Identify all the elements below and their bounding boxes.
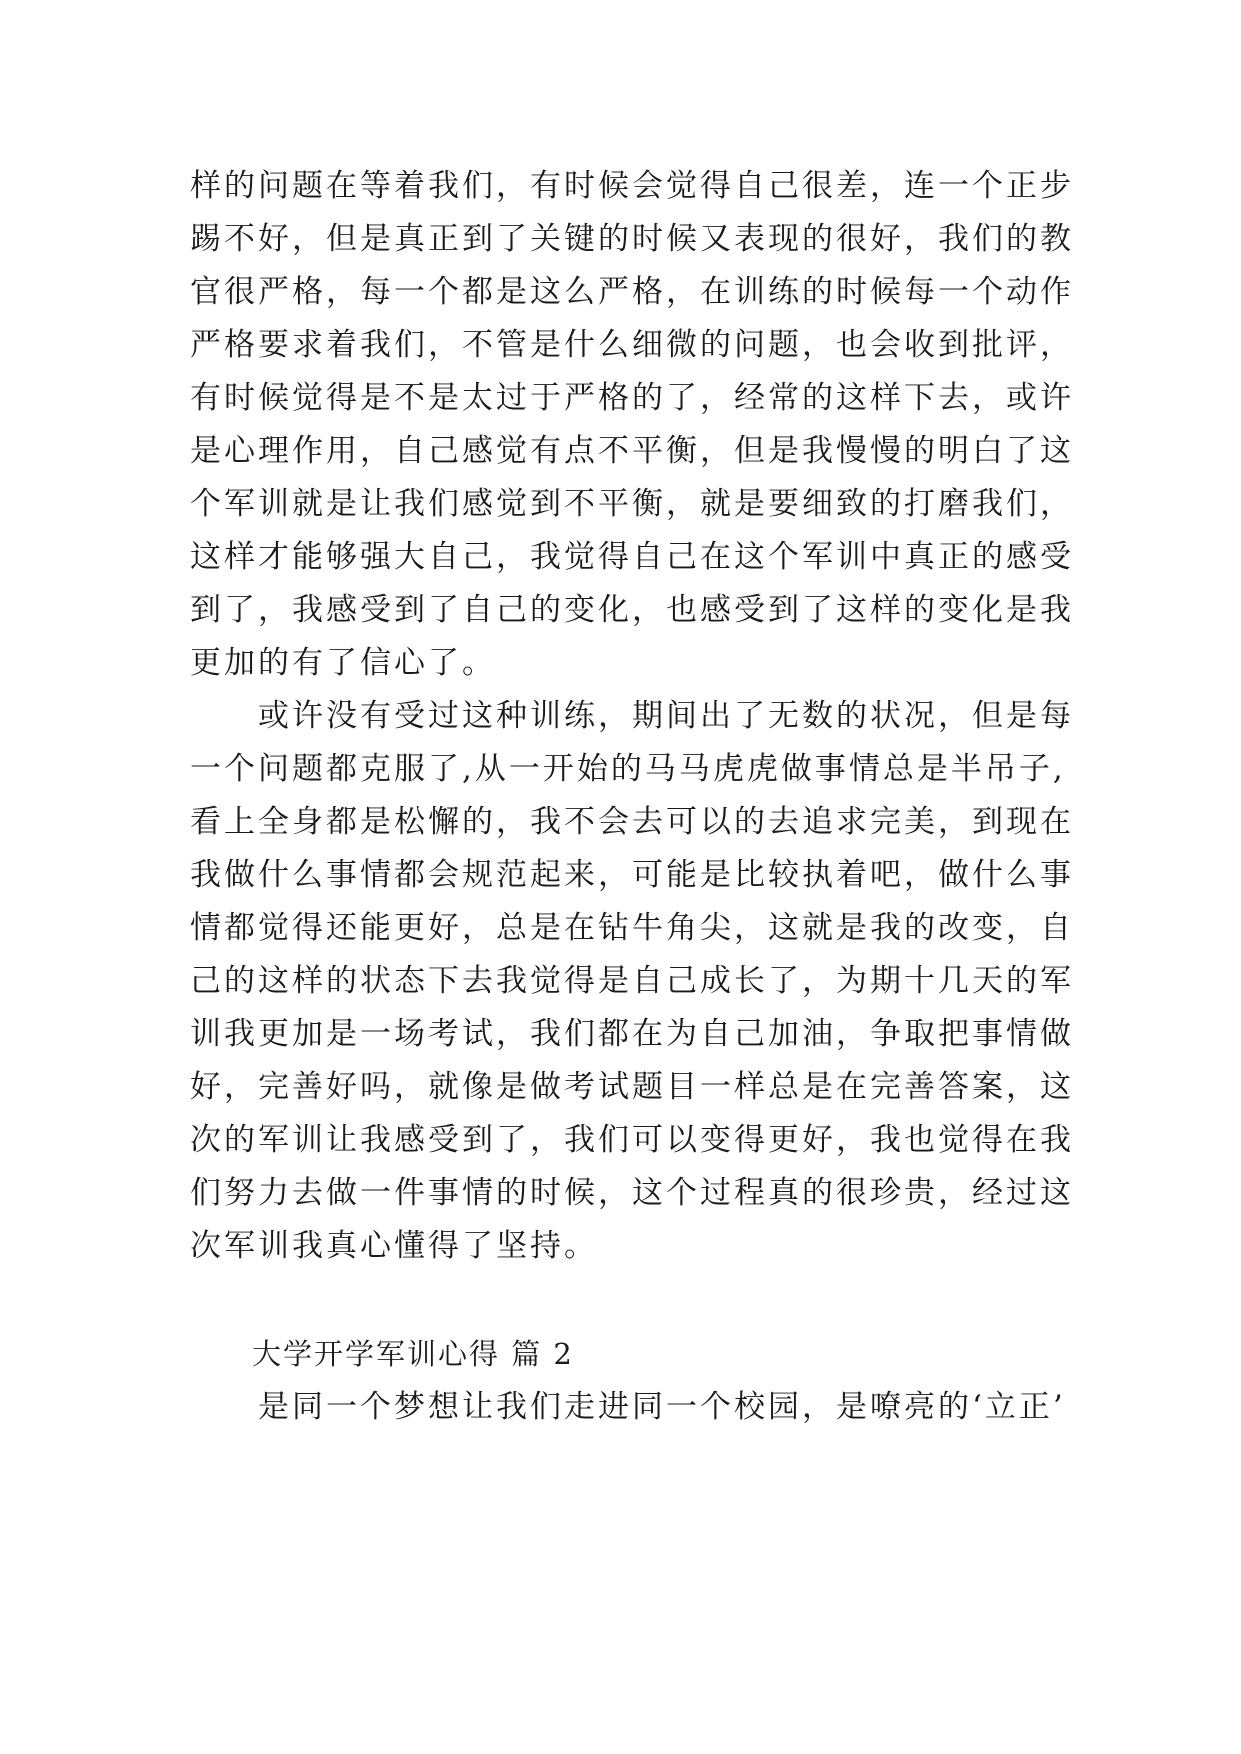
text-line: 训我更加是一场考试，我们都在为自己加油，争取把事情做 — [190, 1016, 1074, 1052]
text-line: 是同一个梦想让我们走进同一个校园，是嘹亮的‘立正’ — [190, 1389, 1066, 1425]
text-line: 这样才能够强大自己，我觉得自己在这个军训中真正的感受 — [190, 539, 1074, 575]
paragraph-3 — [190, 1381, 1070, 1434]
text-line: 到了，我感受到了自己的变化，也感受到了这样的变化是我 — [190, 592, 1074, 628]
paragraph-1 — [190, 160, 1074, 690]
text-line: 情都觉得还能更好，总是在钻牛角尖，这就是我的改变，自 — [190, 910, 1074, 946]
text-line: 好，完善好吗，就像是做考试题目一样总是在完善答案，这 — [190, 1069, 1074, 1105]
text-line: 一个问题都克服了,从一开始的马马虎虎做事情总是半吊子, — [190, 751, 1066, 787]
text-line: 看上全身都是松懈的，我不会去可以的去追求完美，到现在 — [190, 804, 1074, 840]
text-line: 们努力去做一件事情的时候，这个过程真的很珍贵，经过这 — [190, 1175, 1074, 1211]
text-line: 己的这样的状态下去我觉得是自己成长了，为期十几天的军 — [190, 963, 1074, 999]
text-line: 踢不好，但是真正到了关键的时候又表现的很好，我们的教 — [190, 221, 1074, 257]
section-heading: 大学开学军训心得 篇 2 — [190, 1337, 574, 1371]
text-line: 官很严格，每一个都是这么严格，在训练的时候每一个动作 — [190, 274, 1074, 310]
text-line: 个军训就是让我们感觉到不平衡，就是要细致的打磨我们， — [190, 486, 1074, 522]
text-line: 严格要求着我们，不管是什么细微的问题，也会收到批评， — [190, 327, 1074, 363]
text-line: 有时候觉得是不是太过于严格的了，经常的这样下去，或许 — [190, 380, 1074, 416]
text-line: 次军训我真心懂得了坚持。 — [190, 1228, 598, 1264]
text-line: 次的军训让我感受到了，我们可以变得更好，我也觉得在我 — [190, 1122, 1074, 1158]
paragraph-2 — [190, 690, 1074, 1273]
section-spacer — [190, 1273, 1070, 1328]
document-body — [190, 160, 1074, 1434]
text-line: 更加的有了信心了。 — [190, 645, 496, 681]
text-line: 样的问题在等着我们，有时候会觉得自己很差，连一个正步 — [190, 168, 1074, 204]
text-line: 或许没有受过这种训练，期间出了无数的状况，但是每 — [190, 698, 1074, 734]
text-line: 我做什么事情都会规范起来，可能是比较执着吧，做什么事 — [190, 857, 1074, 893]
text-line: 是心理作用，自己感觉有点不平衡，但是我慢慢的明白了这 — [190, 433, 1074, 469]
